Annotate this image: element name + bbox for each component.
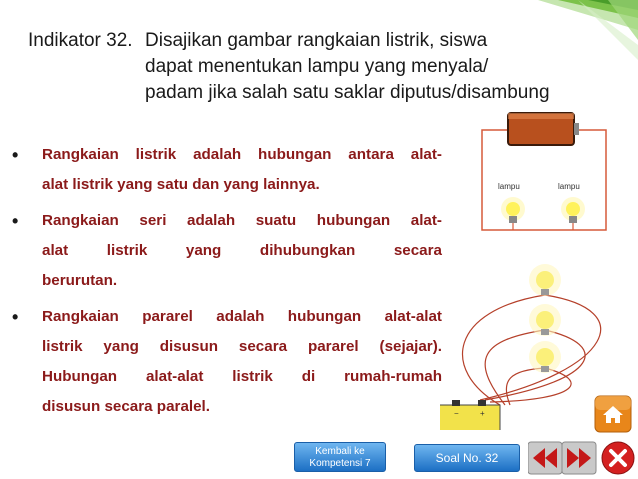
bullet-item: [12, 302, 442, 422]
lamp-bulb-icon: [501, 197, 525, 223]
bullet-line: listrik yang disusun secara pararel (sejajar).: [42, 338, 442, 355]
indicator-description: [145, 28, 615, 106]
lamp-label: lampu: [558, 182, 580, 191]
bullet-dot: •: [12, 307, 19, 327]
bullet-item: [12, 140, 442, 200]
close-icon[interactable]: [602, 442, 634, 474]
bullet-item: [12, 206, 442, 296]
lamp-bulb-icon: [561, 197, 585, 223]
parallel-circuit-image: [440, 250, 620, 430]
svg-text:−: −: [454, 409, 459, 418]
home-icon[interactable]: [594, 395, 632, 433]
forward-icon[interactable]: [562, 442, 596, 474]
svg-text:+: +: [480, 409, 485, 418]
lamp-bulb-icon: [529, 341, 561, 373]
description-line: padam jika salah satu saklar diputus/disambung: [145, 82, 550, 103]
bullet-line: disusun secara paralel.: [42, 398, 210, 415]
lamp-bulb-icon: [529, 264, 561, 296]
bullet-line: alat listrik yang dihubungkan secara: [42, 242, 442, 259]
indicator-label: Indikator 32.: [28, 30, 133, 51]
bullet-dot: •: [12, 211, 19, 231]
question-number-button[interactable]: Soal No. 32: [414, 444, 520, 472]
back-label-line: Kembali ke: [315, 446, 365, 457]
description-line: dapat menentukan lampu yang menyala/: [145, 56, 489, 77]
nav-icons: [528, 440, 638, 476]
bullet-line: Rangkaian listrik adalah hubungan antara alat-: [42, 146, 442, 163]
rewind-icon[interactable]: [528, 442, 562, 474]
battery-icon: [440, 400, 500, 430]
description-line: Disajikan gambar rangkaian listrik, siswa: [145, 30, 488, 51]
lamp-label: lampu: [498, 182, 520, 191]
bullet-line: Rangkaian pararel adalah hubungan alat-alat: [42, 308, 442, 325]
bullet-dot: •: [12, 145, 19, 165]
back-to-competency-button[interactable]: [294, 442, 386, 472]
back-label-line: Kompetensi 7: [309, 458, 371, 469]
lamp-bulb-icon: [529, 304, 561, 336]
bullet-line: alat listrik yang satu dan yang lainnya.: [42, 176, 320, 193]
series-circuit-image: [478, 105, 610, 245]
bullet-line: Rangkaian seri adalah suatu hubungan alat-: [42, 212, 442, 229]
bullet-list: [12, 140, 442, 428]
bullet-line: Hubungan alat-alat listrik di rumah-rumah: [42, 368, 442, 385]
bullet-line: berurutan.: [42, 272, 118, 289]
